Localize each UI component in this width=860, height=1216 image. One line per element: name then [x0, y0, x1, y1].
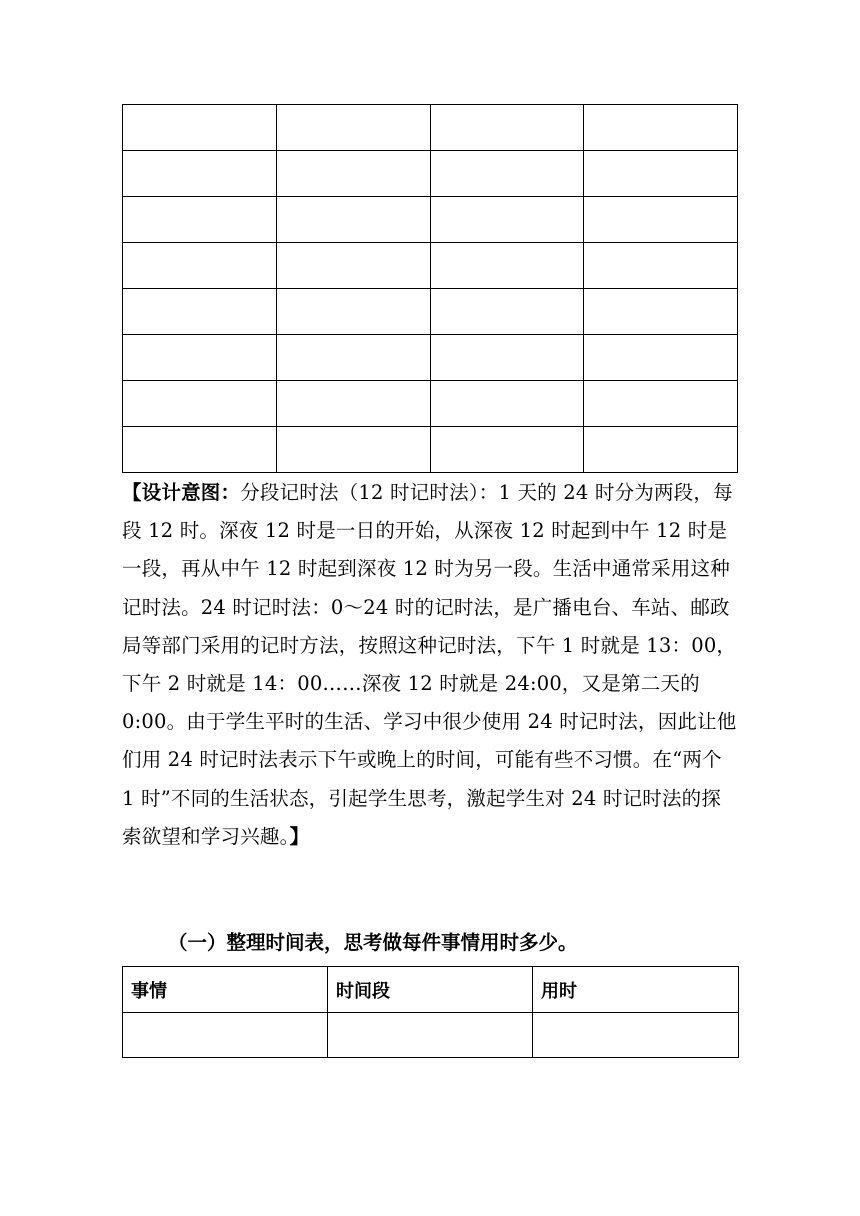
- table-row: [123, 151, 738, 197]
- table-row: [123, 1013, 739, 1058]
- header-cell-period: 时间段: [328, 967, 533, 1013]
- header-cell-duration: 用时: [533, 967, 739, 1013]
- table-row: [123, 335, 738, 381]
- design-intent-text: 分段记时法（12 时记时法）：1 天的 24 时分为两段，每段 12 时。深夜 12 时是一日的开始，从深夜 12 时起到中午 12 时是一段，再从中午 12 时起到深夜 12 时为另一段。生活中通常采用这种记时法。24 时记时法：0～24 时的记时法，是广播电台、车站、邮政局等部门采用的记时方法，按照这种记时法，下午 1 时就是 13：00，下午 2 时就是 14：00……深夜 12 时就是 24:00，又是第二天的 0:00。由于学生平时的生活、学习中很少使用 24 时记时法，因此让他们用 24 时记时法表示下午或晚上的时间，可能有些不习惯。在“两个 1 时”不同的生活状态，引起学生思考，激起学生对 24 时记时法的探索欲望和学习兴趣。: [122, 481, 737, 848]
- table-header-row: [123, 967, 739, 1013]
- time-schedule-table: [122, 966, 739, 1058]
- table-row: [123, 105, 738, 151]
- design-intent-closing: 】: [289, 824, 310, 848]
- table-row: [123, 427, 738, 473]
- section-heading: （一）整理时间表，思考做每件事情用时多少。: [168, 931, 578, 954]
- blank-grid-table: [122, 104, 738, 473]
- table-row: [123, 381, 738, 427]
- design-intent-label: 【设计意图：: [122, 481, 241, 504]
- table-row: [123, 289, 738, 335]
- table-row: [123, 243, 738, 289]
- table-row: [123, 197, 738, 243]
- header-cell-event: 事情: [123, 967, 328, 1013]
- design-intent-paragraph: [122, 474, 740, 856]
